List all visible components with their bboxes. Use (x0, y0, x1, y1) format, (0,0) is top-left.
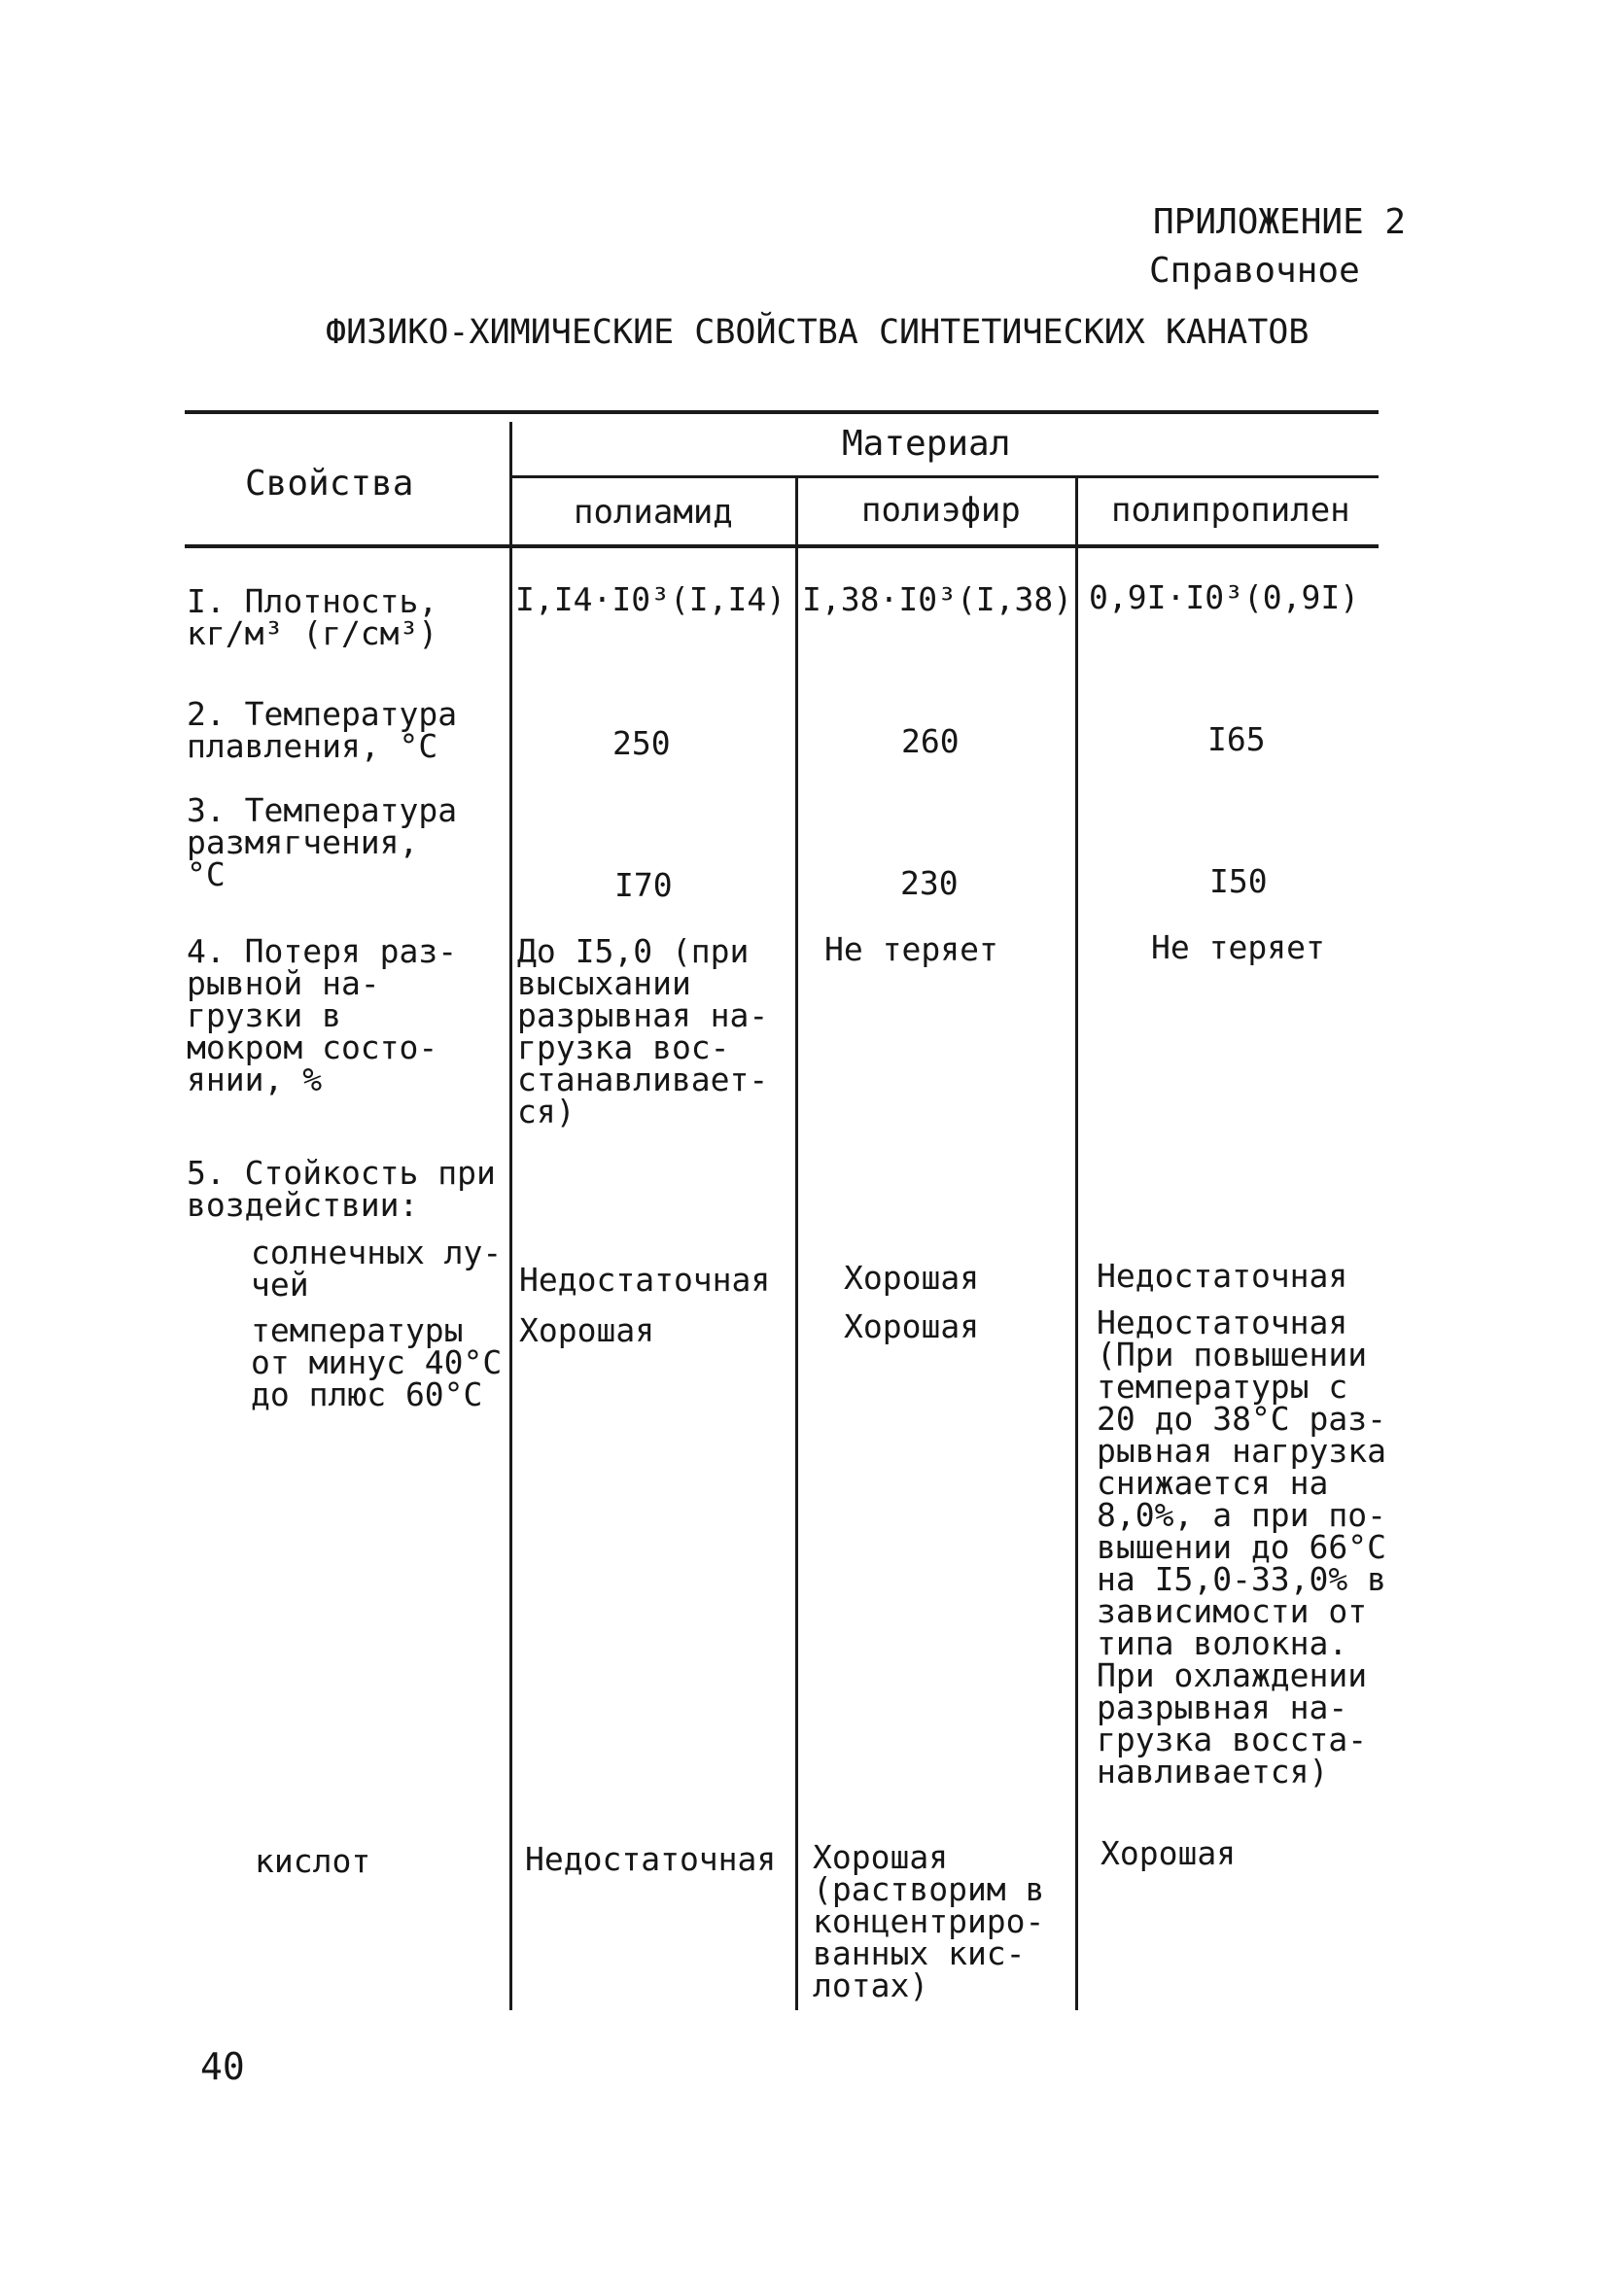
row5a-polypropylene: Недостаточная (1097, 1257, 1348, 1295)
column-divider-2 (795, 477, 798, 2010)
row5c-polypropylene: Хорошая (1100, 1834, 1237, 1872)
row1-label: I. Плотность, кг/м³ (г/см³) (187, 582, 438, 652)
row3-polyester: 230 (900, 864, 959, 902)
row5a-polyamide: Недостаточная (519, 1261, 771, 1299)
table-top-rule (185, 410, 1379, 414)
row2-polyester: 260 (901, 722, 960, 760)
appendix-label: ПРИЛОЖЕНИЕ 2 (1153, 202, 1407, 242)
row5a-label: солнечных лу- чей (251, 1234, 503, 1304)
row5b-polypropylene: Недостаточная (При повышении температуры с 20 до 38°С раз- рывная нагрузка снижается на 8,0%, а при по- вышении до 66°С на I5,0-33,0% в зависимости от типа волокна. При охлаждении разрывная на- грузка восста- навливается) (1097, 1304, 1387, 1791)
row5c-polyamide: Недостаточная (525, 1840, 777, 1878)
column-header-polyester: полиэфир (861, 491, 1021, 530)
column-header-properties: Свойства (245, 464, 414, 504)
row4-polypropylene: Не теряет (1151, 928, 1325, 966)
page-title: ФИЗИКО-ХИМИЧЕСКИЕ СВОЙСТВА СИНТЕТИЧЕСКИХ КАНАТОВ (326, 313, 1310, 352)
row1-polyamide: I,I4·I0³(I,I4) (515, 580, 786, 618)
row2-polypropylene: I65 (1207, 720, 1266, 758)
row2-polyamide: 250 (612, 724, 671, 762)
row5b-label: температуры от минус 40°С до плюс 60°С (251, 1311, 503, 1413)
row5c-label: кислот (255, 1842, 371, 1880)
column-divider-3 (1075, 477, 1078, 2010)
row3-polyamide: I70 (614, 866, 673, 904)
column-header-material: Материал (842, 424, 1011, 464)
row5c-polyester: Хорошая (растворим в концентриро- ванных кис- лотах) (813, 1838, 1045, 2004)
column-header-polypropylene: полипропилен (1111, 491, 1350, 530)
row1-polypropylene: 0,9I·I0³(0,9I) (1089, 578, 1360, 616)
row5-label: 5. Стойкость при воздействии: (187, 1154, 496, 1224)
material-header-rule (510, 475, 1379, 478)
row4-label: 4. Потеря раз- рывной на- грузки в мокром состо- янии, % (187, 932, 458, 1098)
row2-label: 2. Температура плавления, °С (187, 695, 458, 765)
row5a-polyester: Хорошая (844, 1259, 980, 1297)
row1-polyester: I,38·I0³(I,38) (802, 580, 1073, 618)
column-divider-1 (509, 422, 512, 2010)
row5b-polyester: Хорошая (844, 1307, 980, 1345)
row3-polypropylene: I50 (1209, 862, 1268, 900)
row4-polyester: Не теряет (824, 930, 998, 968)
page-number: 40 (200, 2045, 245, 2088)
column-header-polyamide: полиамид (574, 493, 733, 532)
table-header-bottom-rule (185, 544, 1379, 548)
row4-polyamide: До I5,0 (при высыхании разрывная на- грузка вос- станавливает- ся) (517, 932, 769, 1131)
row3-label: 3. Температура размягчения, °С (187, 791, 458, 893)
row5b-polyamide: Хорошая (519, 1311, 655, 1349)
reference-label: Справочное (1149, 251, 1360, 291)
